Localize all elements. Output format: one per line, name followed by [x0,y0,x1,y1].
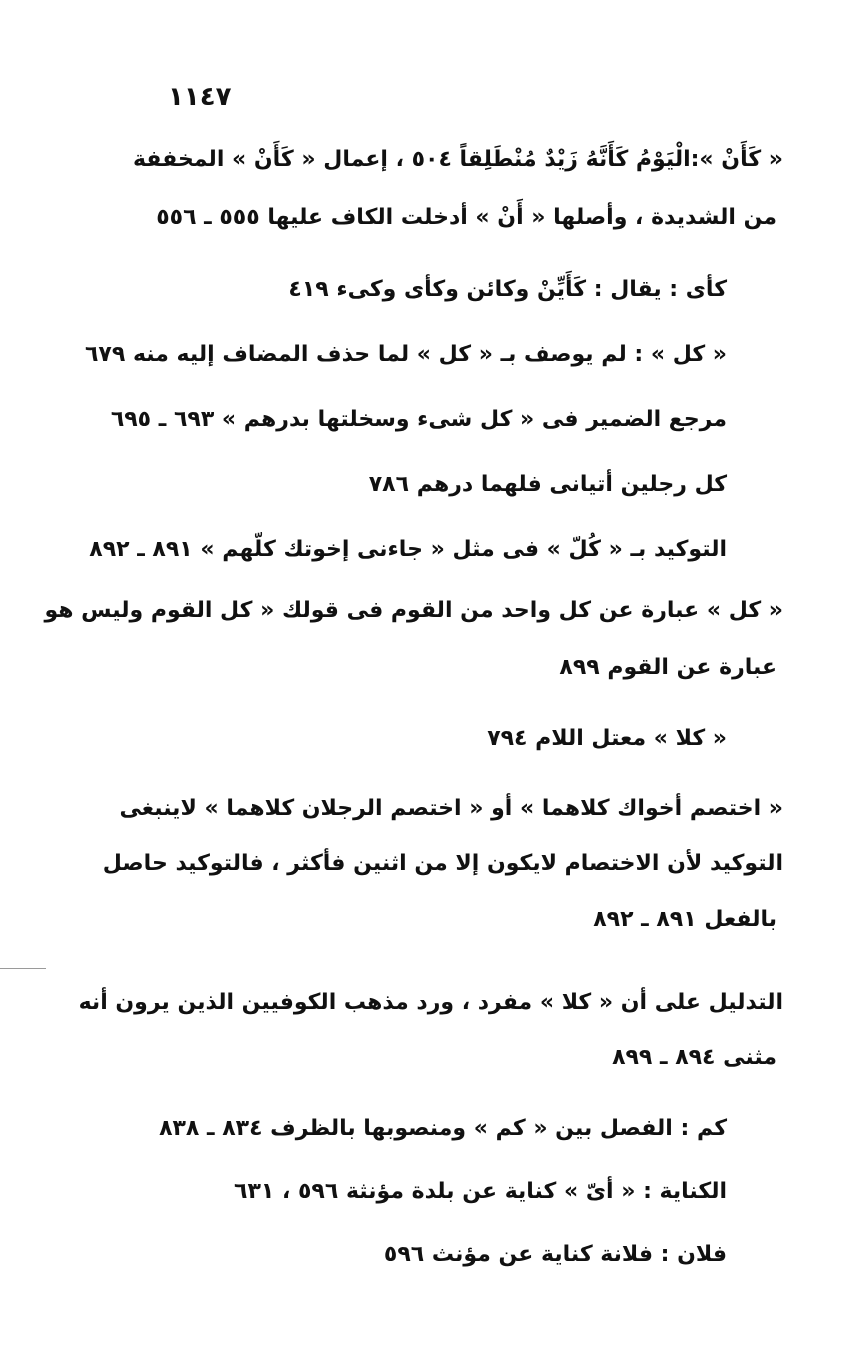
entry-kam-line: كم : الفصل بين « كم » ومنصوبها بالظرف ٨٣٤ ـ ٨٣٨ [159,1116,727,1141]
entry-kull-line: « كل » : لم يوصف بـ « كل » لما حذف المضاف إليه منه ٦٧٩ [85,342,727,367]
entry-ikhtasama-line-2: التوكيد لأن الاختصام لايكون إلا من اثنين فأكثر ، فالتوكيد حاصل [102,851,783,876]
entry-kila-line: « كلا » معتل اللام ٧٩٤ [487,726,727,751]
entry-kila-singular-line-1: التدليل على أن « كلا » مفرد ، ورد مذهب الكوفيين الذين يرون أنه [78,990,783,1015]
entry-pronoun-reference-line: مرجع الضمير فى « كل شىء وسخلتها بدرهم » ٦٩٣ ـ ٦٩٥ [110,407,727,432]
entry-kaan-line-2: من الشديدة ، وأصلها « أَنْ » أدخلت الكاف عليها ٥٥٥ ـ ٥٥٦ [156,205,777,230]
entry-fulan-line: فلان : فلانة كناية عن مؤنث ٥٩٦ [383,1242,727,1267]
entry-kaan-line-1: « كَأَنْ »:الْيَوْمُ كَأَنَّهُ زَيْدٌ مُنْطَلِقاً ٥٠٤ ، إعمال « كَأَنْ » المخففة [132,147,783,172]
entry-ikhtasama-line-1: « اختصم أخواك كلاهما » أو « اختصم الرجلان كلاهما » لاينبغى [119,796,783,821]
entry-two-men-line: كل رجلين أتيانى فلهما درهم ٧٨٦ [368,472,727,497]
entry-kay-line: كأى : يقال : كَأَيِّنْ وكائن وكأى وكىء ٤١٩ [288,277,727,302]
entry-kila-singular-line-2: مثنى ٨٩٤ ـ ٨٩٩ [612,1045,777,1070]
scan-edge-mark [0,968,46,969]
page-number: ١١٤٧ [168,82,232,112]
entry-ikhtasama-line-3: بالفعل ٨٩١ ـ ٨٩٢ [593,907,777,932]
entry-kinaya-line: الكناية : « أىّ » كناية عن بلدة مؤنثة ٥٩٦ ، ٦٣١ [234,1179,727,1204]
entry-kull-meaning-line-2: عبارة عن القوم ٨٩٩ [559,655,777,680]
entry-emphasis-kull-line: التوكيد بـ « كُلّ » فى مثل « جاءنى إخوتك كلّهم » ٨٩١ ـ ٨٩٢ [89,537,727,562]
entry-kull-meaning-line-1: « كل » عبارة عن كل واحد من القوم فى قولك « كل القوم وليس هو [44,598,783,623]
